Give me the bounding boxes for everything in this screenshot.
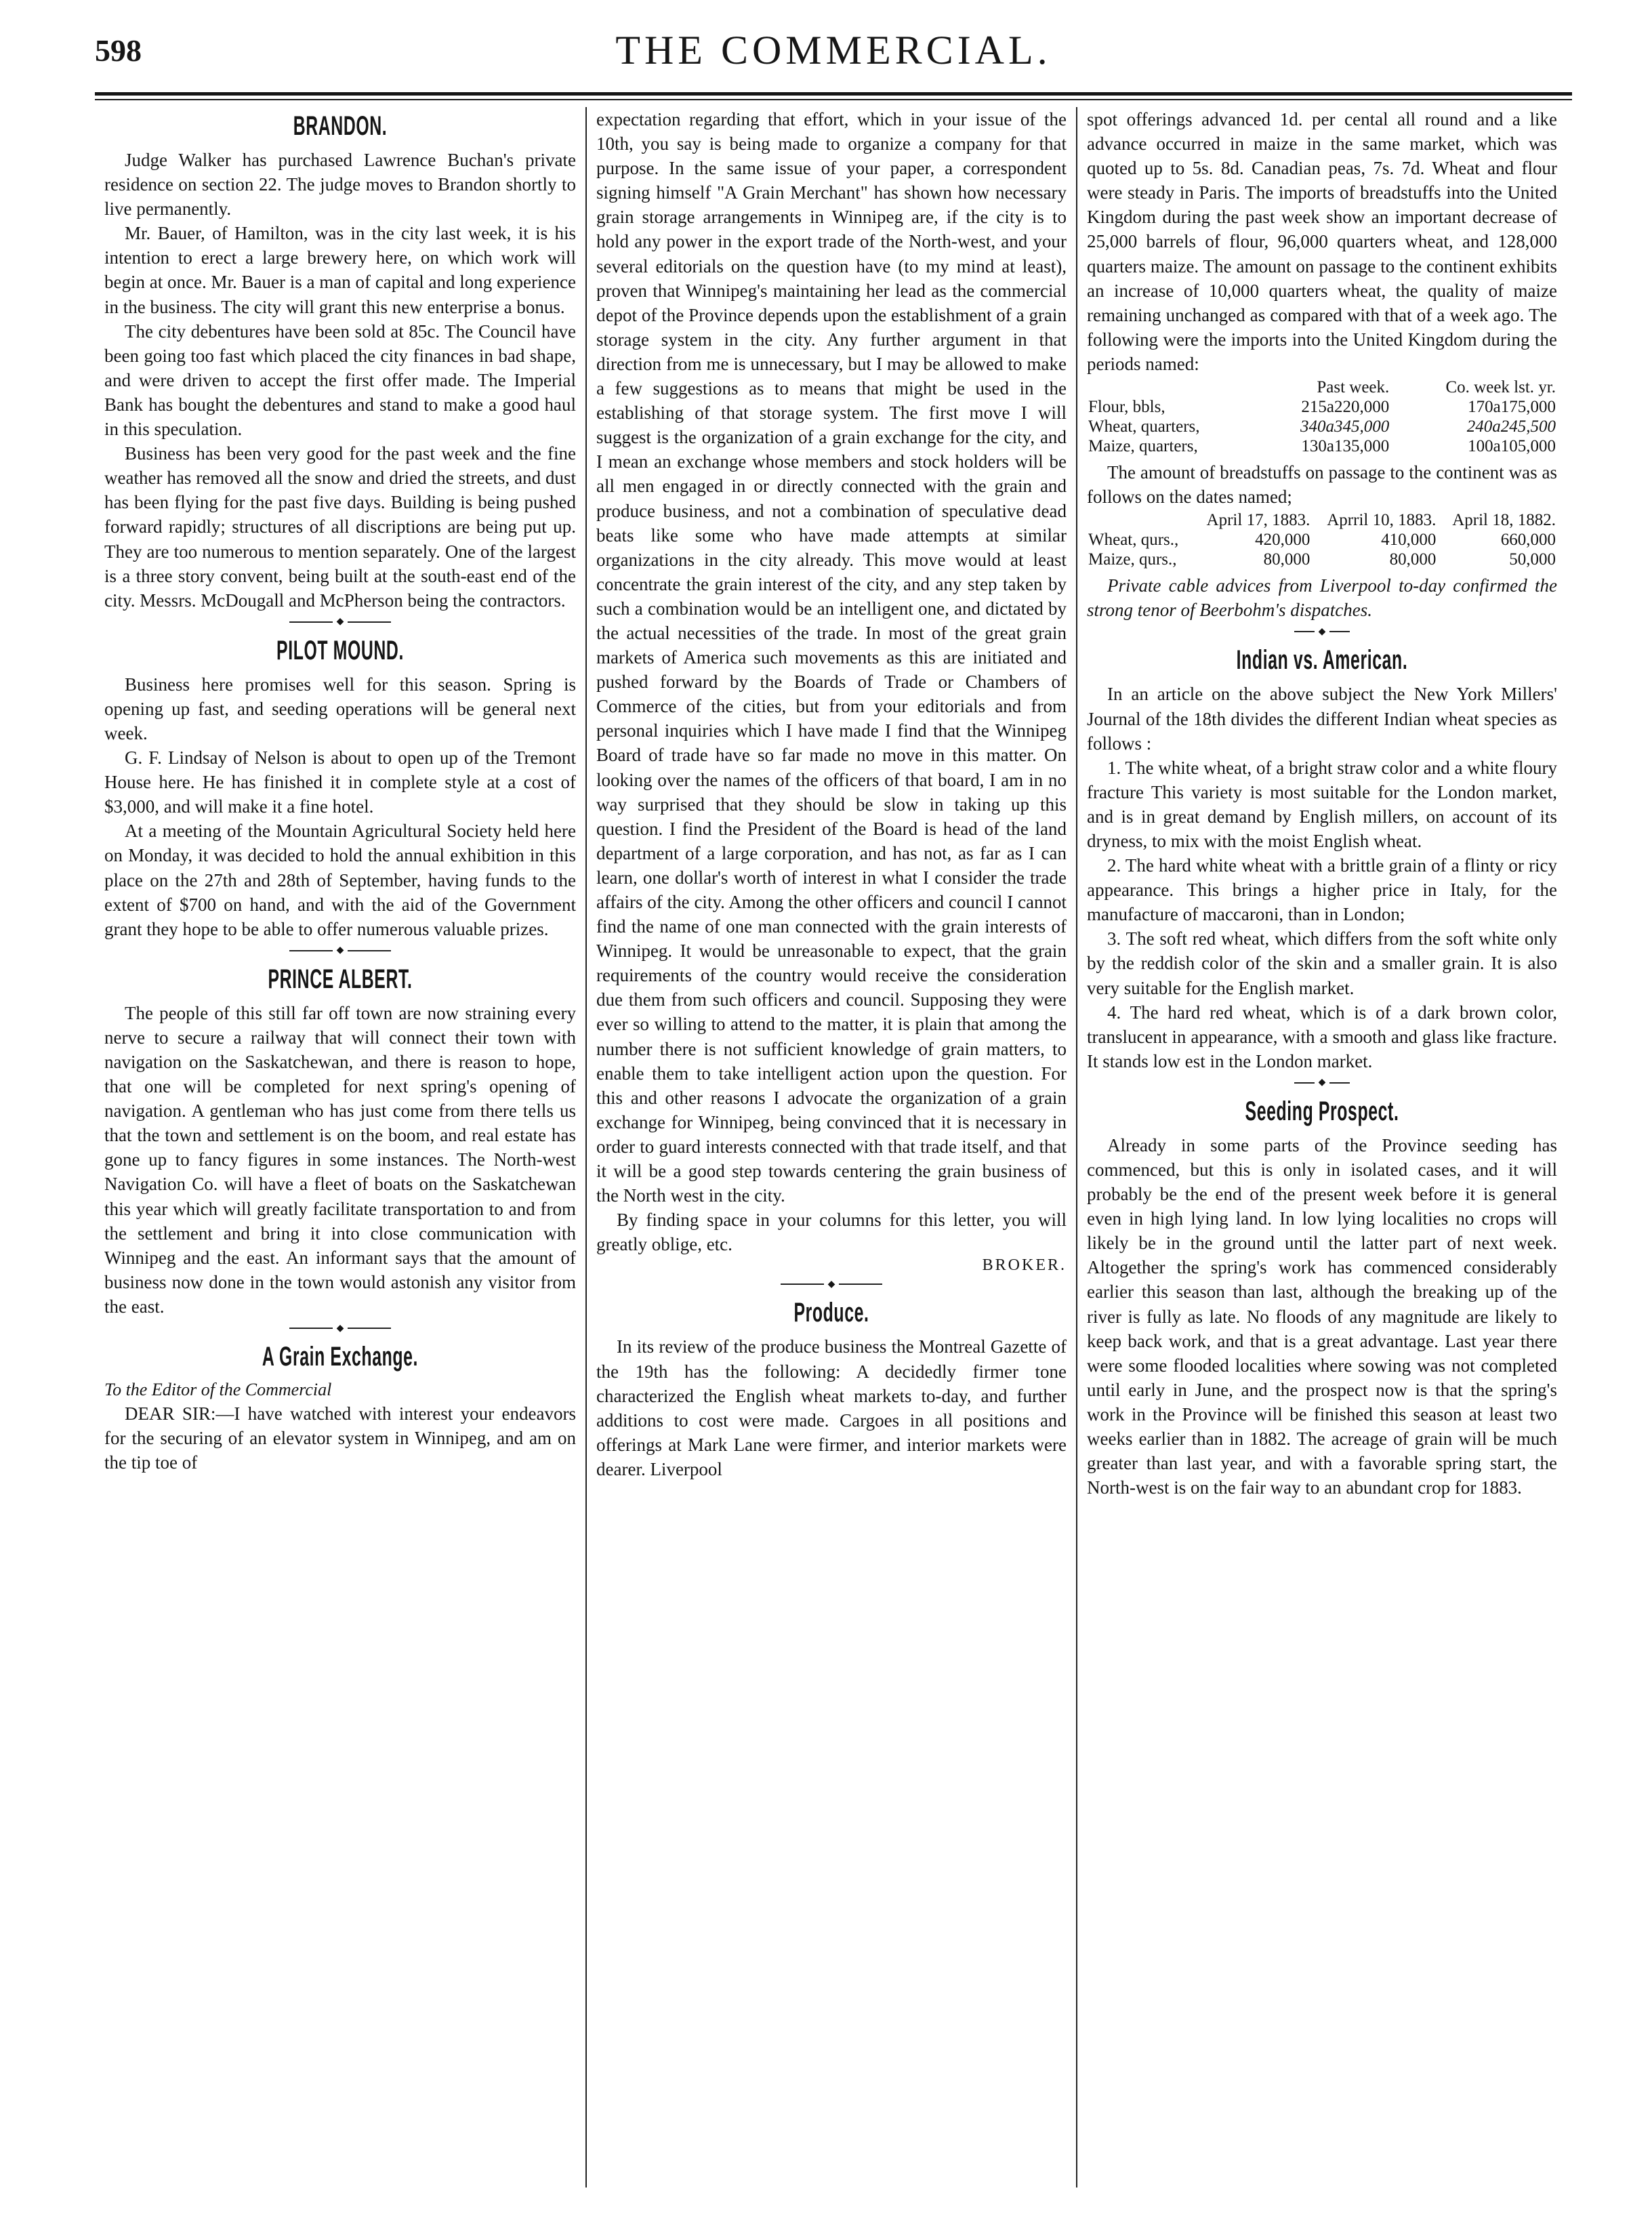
section-divider: ◆: [596, 1275, 1067, 1294]
article-paragraph: Already in some parts of the Province seeding has commenced, but this is only in isolated cases, and it will probably be the end of the present week before it is general even in high lying land. In low lying localities no crops will likely be in the ground until the latter part of next week. Altogether the spring's work has commenced considerably earlier this season than last, although the breaking up of the river is fully as late. No floods of any magnitude are likely to keep back work, and that is a great advantage. Last year there were some flooded localities where sowing was not completed until early in June, and the prospect now is that the spring's work in the Province will be finished this season at least two weeks earlier than in 1882. The acreage of grain will be much greater than last year, and with a favorable spring start, the North-west is on the fair way to an abundant crop for 1883.: [1087, 1134, 1557, 1498]
article-prince-albert: [104, 963, 576, 1319]
table-header: Aprril 10, 1883.: [1327, 511, 1437, 530]
article-paragraph: Judge Walker has purchased Lawrence Buchan's private residence on section 22. The judge moves to Brandon shortly to live permanently.: [104, 150, 576, 220]
article-heading: PILOT MOUND.: [276, 635, 404, 665]
table-header: April 18, 1882.: [1452, 511, 1556, 530]
paper-title: THE COMMERCIAL.: [615, 28, 1052, 73]
letter-body: expectation regarding that effort, which in your issue of the 10th, you say is being made to organize a company for that purpose. In the same issue of your paper, a correspondent signing himself "A Grain Merchant" has shown how necessary grain storage arrangements in Winnipeg are, if the city is to hold any power in the export trade of the North-west, and your several editorials on the question have (to my mind at least), proven that Winnipeg's maintaining her lead as the commercial depot of the Province depends upon the establishment of a grain storage system in the city. Any further argument in that direction from me is unnecessary, but I may be allowed to make a few suggestions as to means that might be used in the establishing of that storage system. The first move I will suggest is the organization of a grain exchange for the city, and I mean an exchange whose members and stock holders will be all men engaged in or directly connected with the grain and produce business, and not a combination of speculative dead beats like some who have made attempts at similar organizations in the city already. This move would at least concentrate the grain interest of the city, and any step taken by such a combination would be an intelligent one, and dictated by the actual necessities of the trade. In most of the great grain markets of America such movements as this are initiated and pushed forward by the Boards of Trade or Chambers of Commerce of the cities, but from your editorials and from personal inquiries which I have made I find that the Winnipeg Board of trade have so far made no move in this matter. On looking over the names of the officers of that board, I am in no way surprised that they should be slow in taking up this question. I find the President of the Board is head of the land department of a large corporation, and has not, as far as I can learn, one dollar's worth of interest in what I consider the trade affairs of the city. Among the other officers and council I cannot find the name of one man connected with the grain interests of Winnipeg. It would be unreasonable to expect, that the grain requirements of the country would receive the consideration due them from such officers and council. Supposing they were ever so willing to attend to the matter, it is plain that among the number there is not sufficient knowledge of grain matters, to enable them to take intelligent action upon the question. For this and other reasons I advocate the organization of a grain exchange for Winnipeg, being convinced that it is necessary in order to guard interests connected with that trade itself, and that it will be a good step towards centering the grain business of the North west in the city.: [596, 109, 1067, 1206]
list-item: 3. The soft red wheat, which differs from the soft white only by the reddish color of the skin and a smaller grain. It is also very suitable for the English market.: [1087, 928, 1557, 998]
table-header: [1087, 510, 1192, 530]
columns: [95, 107, 1572, 2187]
article-grain-exchange-continued: [596, 107, 1067, 1275]
masthead: [95, 27, 1572, 89]
letter-closing: By finding space in your columns for this letter, you will greatly oblige, etc.: [596, 1210, 1067, 1255]
table-header: [1087, 377, 1256, 397]
article-brandon: [104, 110, 576, 613]
article-seeding-prospect: [1087, 1095, 1557, 1500]
list-item: 1. The white wheat, of a bright straw color and a white floury fracture This variety is most suitable for the London market, and is in great demand by English millers, on account of its dryness, to mix with the moist English wheat.: [1087, 757, 1557, 851]
article-paragraph: In its review of the produce business the Montreal Gazette of the 19th has the following: A decidedly firmer tone characterized the English wheat markets to-day, and further additions to cost were made. Cargoes in all positions and offerings at Mark Lane were firmer, and interior markets were dearer. Liverpool: [596, 1336, 1067, 1479]
column-2: [585, 107, 1076, 2187]
list-item: 2. The hard white wheat with a brittle grain of a flinty or ricy appearance. This brings a higher price in Italy, for the manufacture of maccaroni, than in London;: [1087, 855, 1557, 925]
table-row: Flour, bbls, 215a220,000 170a175,000: [1088, 398, 1556, 417]
letter-addressee: To the Editor of the Commercial: [104, 1380, 332, 1400]
article-indian-vs-american: [1087, 644, 1557, 1073]
letter-signature: BROKER.: [982, 1256, 1067, 1275]
section-divider: ◆: [104, 613, 576, 632]
column-1: [95, 107, 585, 2187]
article-paragraph: The amount of breadstuffs on passage to the continent was as follows on the dates named;: [1087, 462, 1557, 508]
article-heading: Produce.: [793, 1298, 869, 1328]
table-row: Wheat, quarters, 340a345,000 240a245,500: [1088, 417, 1556, 436]
section-divider: ◆: [104, 1319, 576, 1338]
article-heading: PRINCE ALBERT.: [268, 964, 413, 994]
article-paragraph: At a meeting of the Mountain Agricultural Society held here on Monday, it was decided to hold the annual exhibition in this place on the 27th and 28th of September, having funds to the extent of $700 on hand, and with the aid of the Government grant they hope to be able to offer numerous valuable prizes.: [104, 821, 576, 939]
article-produce: [596, 1296, 1067, 1481]
article-paragraph: In an article on the above subject the New York Millers' Journal of the 18th divides the different Indian wheat species as follows :: [1087, 684, 1557, 754]
table-header: April 17, 1883.: [1206, 511, 1310, 530]
section-divider: ◆: [1087, 622, 1557, 641]
article-paragraph: Private cable advices from Liverpool to-day confirmed the strong tenor of Beerbohm's dispatches.: [1087, 575, 1557, 621]
table-header: Co. week lst. yr.: [1445, 378, 1556, 397]
imports-table: [1087, 377, 1557, 456]
list-item: 4. The hard red wheat, which is of a dark brown color, translucent in appearance, with a smooth and glass like fracture. It stands low est in the London market.: [1087, 1002, 1557, 1071]
table-header: Past week.: [1317, 378, 1390, 397]
section-divider: ◆: [104, 941, 576, 960]
section-divider: ◆: [1087, 1073, 1557, 1092]
article-paragraph: G. F. Lindsay of Nelson is about to open up of the Tremont House here. He has finished it in complete style at a cost of $3,000, and will make it a fine hotel.: [104, 747, 576, 817]
table-row: Maize, qurs., 80,000 80,000 50,000: [1088, 550, 1556, 569]
article-paragraph: Mr. Bauer, of Hamilton, was in the city last week, it is his intention to erect a large brewery here, on which work will begin at once. Mr. Bauer is a man of capital and long experience in the business. The city will grant this new enterprise a bonus.: [104, 223, 576, 317]
article-paragraph: spot offerings advanced 1d. per cental all round and a like advance occurred in maize in the same market, which was quoted up to 5s. 8d. Canadian peas, 7s. 7d. Wheat and flour were steady in Paris. The imports of breadstuffs into the United Kingdom during the past week show an important decrease of 25,000 barrels of flour, 96,000 quarters wheat, and 128,000 quarters maize. The amount on passage to the continent exhibits an increase of 10,000 quarters wheat, the quality of maize remaining unchanged as compared with that of a week ago. The following were the imports into the United Kingdom during the periods named:: [1087, 109, 1557, 374]
masthead-rule-thin: [95, 99, 1572, 100]
table-row: Wheat, qurs., 420,000 410,000 660,000: [1088, 531, 1556, 550]
article-heading: Indian vs. American.: [1236, 645, 1408, 676]
article-heading: BRANDON.: [293, 111, 388, 141]
article-paragraph: Business here promises well for this season. Spring is opening up fast, and seeding operations will be general next week.: [104, 674, 576, 743]
table-row: Maize, quarters, 130a135,000 100a105,000: [1088, 437, 1556, 456]
masthead-rule-thick: [95, 92, 1572, 96]
article-paragraph: Business has been very good for the past week and the fine weather has removed all the snow and dried the streets, and dust has been flying for the past five days. Building is being pushed forward rapidly; structures of all discriptions are being put up. They are too numerous to mention separately. One of the largest is a three story convent, being built at the south-east end of the city. Messrs. McDougall and McPherson being the contractors.: [104, 443, 576, 611]
letter-opening: DEAR SIR:—I have watched with interest your endeavors for the securing of an elevator system in Winnipeg, and am on the tip toe of: [104, 1403, 576, 1473]
article-heading: Seeding Prospect.: [1245, 1096, 1399, 1126]
column-3: [1076, 107, 1567, 2187]
article-produce-continued: [1087, 107, 1557, 622]
passage-table: [1087, 510, 1557, 569]
article-paragraph: The city debentures have been sold at 85c. The Council have been going too fast which placed the city finances in bad shape, and were driven to accept the first offer made. The Imperial Bank has bought the debentures and stand to make a good haul in this speculation.: [104, 321, 576, 440]
article-grain-exchange: [104, 1340, 576, 1475]
article-paragraph: The people of this still far off town are now straining every nerve to secure a railway that will connect their town with navigation on the Saskatchewan, and there is reason to hope, that one will be completed for next spring's opening of navigation. A gentleman who has just come from there tells us that the town and settlement is on the boom, and real estate has gone up to fancy figures in some instances. The North-west Navigation Co. will have a fleet of boats on the Saskatchewan this year which will greatly facilitate transportation to and from the settlement and bring it into close communication with Winnipeg and the east. An informant says that the amount of business now done in the town would astonish any visitor from the east.: [104, 1002, 576, 1317]
article-pilot-mound: [104, 634, 576, 941]
article-heading: A Grain Exchange.: [262, 1342, 419, 1372]
page-number: 598: [95, 33, 142, 68]
